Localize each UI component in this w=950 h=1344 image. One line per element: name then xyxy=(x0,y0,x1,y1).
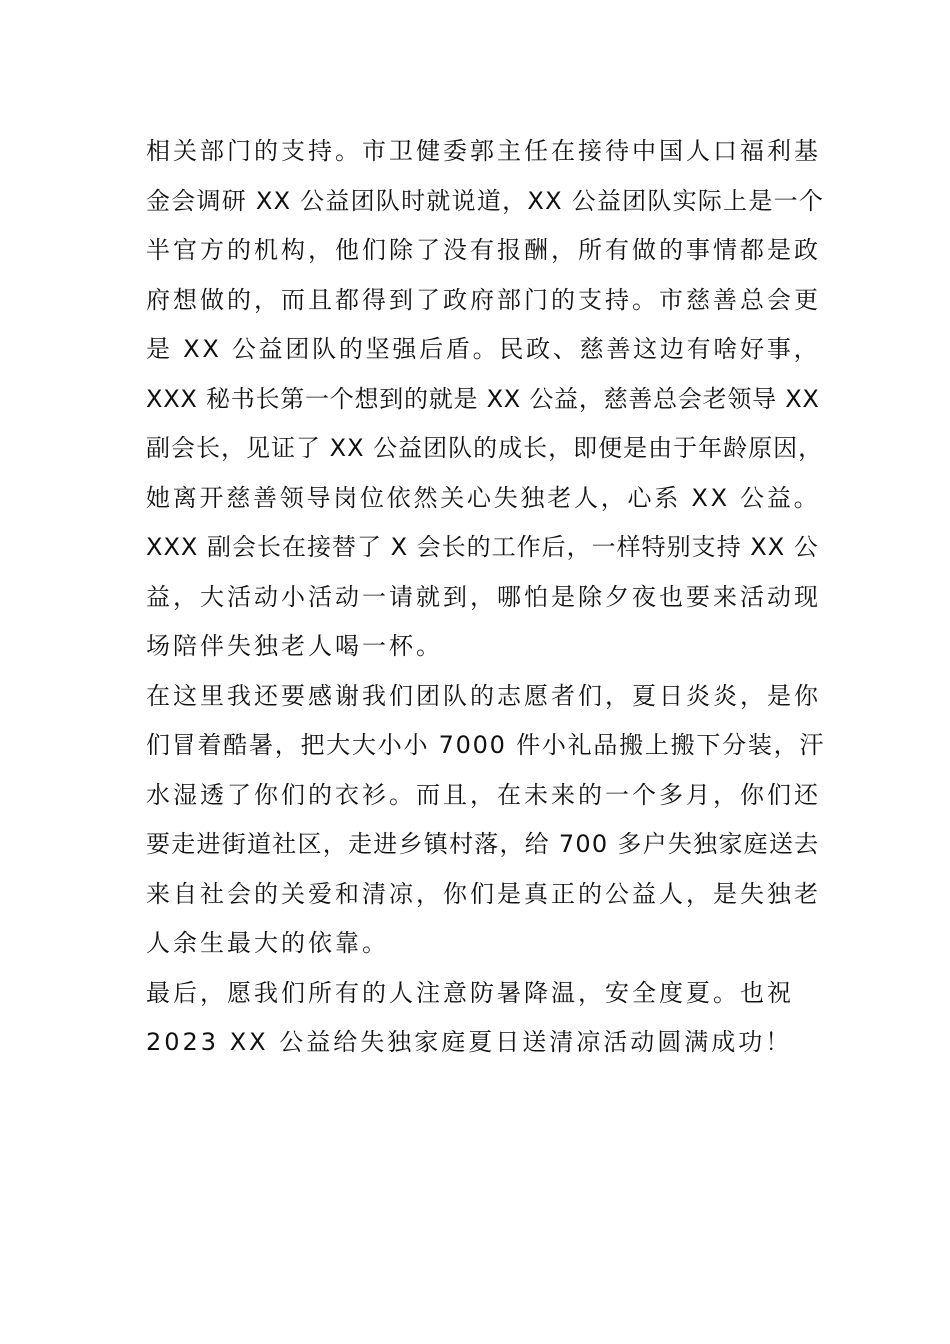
text-line: 相关部门的支持。市卫健委郭主任在接待中国人口福利基 xyxy=(146,137,821,165)
text-line: XXX 秘书长第一个想到的就是 XX 公益，慈善总会老领导 XX xyxy=(146,384,820,413)
text-line: 在这里我还要感谢我们团队的志愿者们，夏日炎炎，是你 xyxy=(146,681,821,710)
body-text xyxy=(146,127,826,1068)
text-line: 2023 XX 公益给失独家庭夏日送清凉活动圆满成功！ xyxy=(146,1028,793,1056)
text-line: 府想做的，而且都得到了政府部门的支持。市慈善总会更 xyxy=(146,285,821,314)
text-line: 人余生最大的依靠。 xyxy=(146,929,389,957)
text-line: 金会调研 XX 公益团队时就说道，XX 公益团队实际上是一个 xyxy=(146,186,825,215)
text-line: 半官方的机构，他们除了没有报酬，所有做的事情都是政 xyxy=(146,236,821,264)
text-line: 来自社会的关爱和清凉，你们是真正的公益人，是失独老 xyxy=(146,879,821,908)
text-line: 最后，愿我们所有的人注意防暑降温，安全度夏。也祝 xyxy=(146,978,794,1007)
text-line: 水湿透了你们的衣衫。而且，在未来的一个多月，你们还 xyxy=(146,780,821,809)
text-line: 是 XX 公益团队的坚强后盾。民政、慈善这边有啥好事， xyxy=(146,335,821,363)
text-line: 副会长，见证了 XX 公益团队的成长，即便是由于年龄原因， xyxy=(146,434,824,462)
text-line: 们冒着酷暑，把大大小小 7000 件小礼品搬上搬下分装，汗 xyxy=(146,731,826,759)
text-line: 要走进街道社区，走进乡镇村落，给 700 多户失独家庭送去 xyxy=(146,830,820,858)
text-line: 场陪伴失独老人喝一杯。 xyxy=(146,632,443,660)
text-line: 益，大活动小活动一请就到，哪怕是除夕夜也要来活动现 xyxy=(146,582,821,611)
text-line: XXX 副会长在接替了 X 会长的工作后，一样特别支持 XX 公 xyxy=(146,533,819,561)
text-line: 她离开慈善领导岗位依然关心失独老人，心系 XX 公益。 xyxy=(146,483,821,512)
